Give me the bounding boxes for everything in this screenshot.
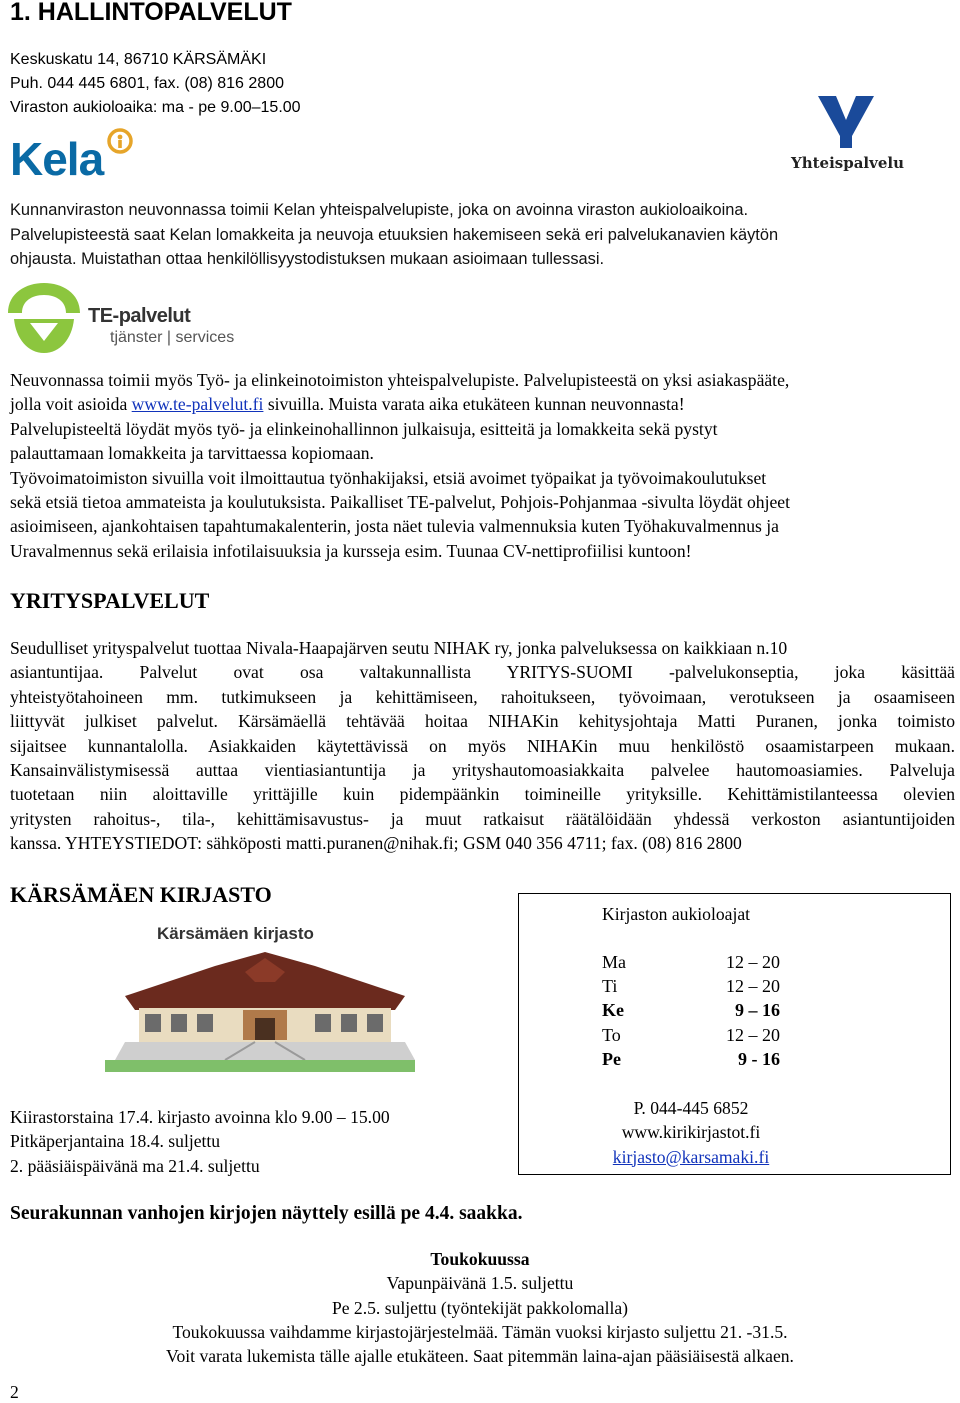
te-palvelut-logo [6,283,251,355]
easter-line: Kiirastorstaina 17.4. kirjasto avoinna klo 9.00 – 15.00 [10,1107,390,1127]
yritys-line: Seudulliset yrityspalvelut tuottaa Nivala-Haapajärven seutu NIHAK ry, jonka palveluksessa on kaikkiaan n.10 [10,638,788,658]
kela-logo [10,128,130,184]
hours-row [602,974,780,998]
may-line: Voit varata lukemista tälle ajalle etukäteen. Saat pitemmän laina-ajan pääsiäisestä alkaen. [166,1346,794,1367]
library-hours-box [518,893,951,1175]
hours-day: Pe [602,1048,621,1069]
yritys-line: liittyvät julkiset palvelut. Kärsämäellä tehtävää hoitaa NIHAKin kehitysjohtaja Matti Puranen, jonka toimisto [10,711,955,732]
hours-row [602,1047,780,1071]
hours-day: Ma [602,951,626,972]
te-paragraph [10,368,790,563]
library-hours-table [602,950,780,1071]
yritys-line: Kansainvälistymisessä auttaa vientiasiantuntija ja yrityshautomoasiakkaita palvelee hautomoasiamies. Palveluja [10,760,955,781]
easter-line: 2. pääsiäispäivänä ma 21.4. suljettu [10,1155,260,1176]
library-image [105,922,415,1072]
hours-row [602,1023,780,1047]
library-heading: KÄRSÄMÄEN KIRJASTO [10,882,272,907]
easter-hours [10,1105,390,1178]
yritys-line: yritysten rahoitus-, tila-, kehittämisavustus- ja muut ratkaisut räätälöidään yhdessä verkoston asiantuntijoiden [10,808,955,829]
te-line: sekä etsiä tietoa ammateista ja koulutuksista. Paikalliset TE-palvelut, Pohjois-Pohjanmaa -sivulta löydät ohjeet [10,492,790,513]
may-heading: Toukokuussa [430,1249,530,1269]
hours-time: 12 – 20 [726,951,780,972]
kela-paragraph [10,198,778,272]
yritys-line: kanssa. YHTEYSTIEDOT: sähköposti matti.puranen@nihak.fi; GSM 040 356 4711; fax. (08) 816 2800 [10,833,742,854]
kela-line: Palvelupisteestä saat Kelan lomakkeita ja neuvoja etuuksien hakemiseen sekä eri palvelukanavien käytön [10,225,779,244]
kela-line: Kunnanviraston neuvonnassa toimii Kelan yhteispalvelupiste, joka on avoinna viraston aukioloaikoina. [10,201,749,219]
library-contact [519,1096,863,1169]
yrityspalvelut-heading: YRITYSPALVELUT [10,588,210,613]
yritys-line: tuotetaan niin aloittaville yrittäjille kuin pidempäänkin toimineille yrityksille. Kehittämistilanteessa olevien [10,784,955,805]
library-hours-title: Kirjaston aukioloajat [602,904,751,924]
hours-day: To [602,1024,621,1045]
te-line: asioimiseen, ajankohtaisen tapahtumakalenterin, josta näet tulevia valmennuksia kuten Työhakuvalmennus ja [10,516,779,537]
yhteispalvelu-logo [790,92,905,182]
library-image-caption: Kärsämäen kirjasto [157,924,314,943]
te-palvelut-link[interactable]: www.te-palvelut.fi [131,394,264,415]
library-email-link[interactable]: kirjasto@karsamaki.fi [612,1146,770,1167]
address-phone: Puh. 044 445 6801, fax. (08) 816 2800 [10,75,284,92]
hours-time: 9 – 16 [735,1000,780,1021]
may-line: Toukokuussa vaihdamme kirjastojärjestelmää. Tämän vuoksi kirjasto suljettu 21. -31.5. [172,1321,788,1342]
hours-time: 9 - 16 [738,1048,780,1069]
te-line: Työvoimatoimiston sivuilla voit ilmoittautua työnhakijaksi, etsiä avoimet työpaikat ja työvoimakoulutukset [10,467,767,488]
may-line: Pe 2.5. suljettu (työntekijät pakkolomalla) [331,1297,629,1318]
kela-emblem-icon [106,128,134,154]
office-address [10,48,301,120]
te-line: Uravalmennus sekä erilaisia infotilaisuuksia ja kursseja esim. Tuunaa CV-nettiprofiilisi kuntoon! [10,540,692,561]
hours-day: Ti [602,975,618,996]
yhteispalvelu-emblem-icon [814,92,878,150]
te-line: palauttamaan lomakkeita ja tarvittaessa kopiomaan. [10,443,374,464]
library-building-icon [105,948,415,1072]
te-wordmark: TE-palvelut [88,305,191,327]
library-website: www.kirikirjastot.fi [621,1122,761,1143]
hours-row [602,999,780,1023]
may-line: Vapunpäivänä 1.5. suljettu [386,1273,574,1294]
address-hours: Viraston aukioloaika: ma - pe 9.00–15.00 [10,99,301,116]
address-street: Keskuskatu 14, 86710 KÄRSÄMÄKI [10,51,267,68]
te-emblem-icon [6,283,82,355]
yhteispalvelu-wordmark: Yhteispalvelu [791,154,904,172]
te-line-post: sivuilla. Muista varata aika etukäteen kunnan neuvonnasta! [263,394,685,415]
hours-row [602,950,780,974]
te-sub-wordmark: tjänster | services [110,329,235,346]
exhibition-notice: Seurakunnan vanhojen kirjojen näyttely esillä pe 4.4. saakka. [10,1203,523,1224]
kela-line: ohjausta. Muistathan ottaa henkilöllisyystodistuksen mukaan asioimaan tullessasi. [10,250,605,268]
kela-wordmark: Kela [10,133,104,185]
hours-time: 12 – 20 [726,1024,780,1045]
te-line: Palvelupisteeltä löydät myös työ- ja elinkeinohallinnon julkaisuja, esitteitä ja lomakkeita sekä pystyt [10,418,718,439]
te-line-with-link [10,392,790,416]
library-phone: P. 044-445 6852 [633,1098,749,1118]
yritys-line: yhteistyötahoineen mm. tutkimukseen ja kehittämiseen, rahoitukseen, työvoimaan, verotukseen ja osaamiseen [10,686,955,707]
page-heading: 1. HALLINTOPALVELUT [10,0,292,26]
may-notice [0,1247,960,1368]
yrityspalvelut-paragraph [10,636,955,856]
easter-line: Pitkäperjantaina 18.4. suljettu [10,1131,221,1152]
yritys-line: asiantuntijaa. Palvelut ovat osa valtakunnallista YRITYS-SUOMI -palvelukonseptia, joka käsittää [10,662,955,683]
hours-time: 12 – 20 [726,975,780,996]
te-line: Neuvonnassa toimii myös Työ- ja elinkeinotoimiston yhteispalvelupiste. Palvelupisteestä on yksi asiakaspääte, [10,370,790,390]
te-line-pre: jolla voit asioida [10,394,132,415]
yritys-line: sijaitsee kunnantalolla. Asiakkaiden käytettävissä on myös NIHAKin muu henkilöstö osaamistarpeen mukaan. [10,735,955,756]
hours-day: Ke [602,1000,624,1021]
page-number: 2 [10,1382,19,1402]
